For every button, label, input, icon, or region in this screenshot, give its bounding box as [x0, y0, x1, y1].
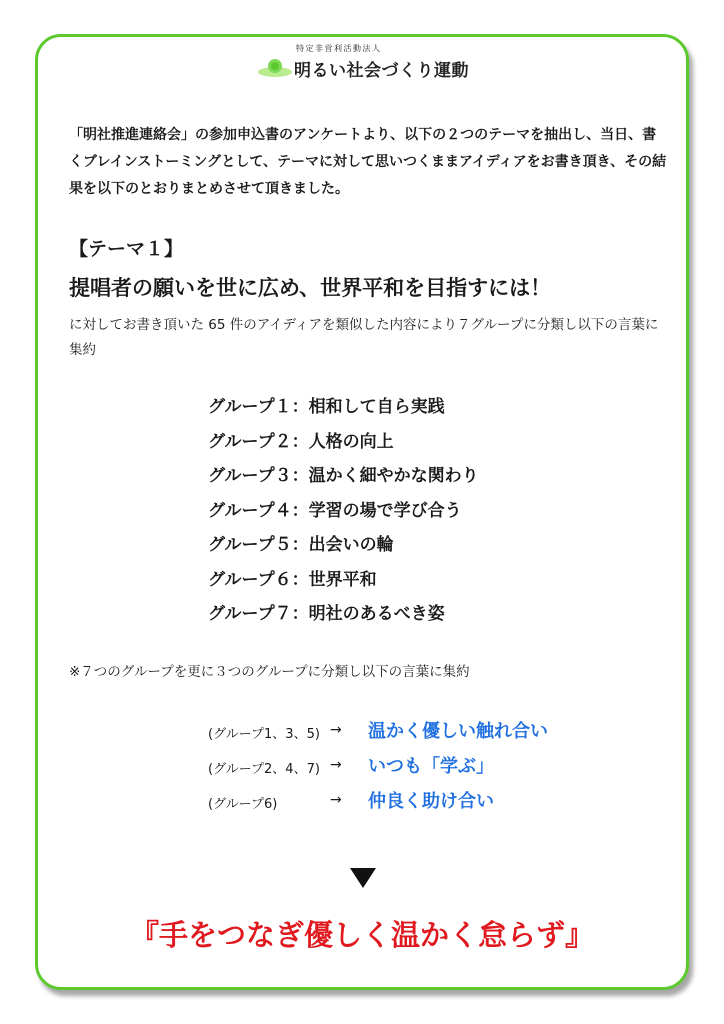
- summary-phrase: 仲良く助け合い: [368, 791, 494, 812]
- sun-logo-icon: [258, 57, 292, 79]
- summary-row: [208, 750, 608, 785]
- theme-title: 提唱者の願いを世に広め、世界平和を目指すには！: [69, 276, 552, 300]
- slogan: 『手をつなぎ優しく温かく怠らず』: [129, 918, 594, 952]
- summary-groups: (グループ6): [208, 797, 278, 812]
- theme-description: に対してお書き頂いた 65 件のアイディアを類似した内容により７グループに分類し以下の言葉に集約: [69, 317, 659, 358]
- summary-groups: (グループ2、4、7): [208, 762, 320, 777]
- group-item: グループ２：人格の向上: [208, 431, 394, 452]
- summary-phrase: 温かく優しい触れ合い: [368, 721, 548, 742]
- org-logo: [258, 40, 498, 90]
- summary-list: [208, 715, 608, 820]
- group-item: グループ６：世界平和: [208, 569, 377, 590]
- down-triangle-icon: [350, 868, 376, 888]
- org-name: 明るい社会づくり運動: [294, 61, 469, 81]
- summary-row: [208, 715, 608, 750]
- group-item: グループ３：温かく細やかな関わり: [208, 466, 479, 486]
- group-item: グループ１：相和して自ら実践: [208, 397, 445, 417]
- group-list: [208, 390, 479, 632]
- theme-label: 【テーマ１】: [69, 238, 184, 260]
- summary-groups: (グループ1、3、5): [208, 727, 320, 742]
- right-arrow-icon: →: [330, 722, 342, 738]
- group-item: グループ７：明社のあるべき姿: [208, 604, 445, 624]
- note: ※７つのグループを更に３つのグループに分類し以下の言葉に集約: [69, 664, 470, 680]
- org-type: 特定非営利活動法人: [296, 44, 382, 53]
- right-arrow-icon: →: [330, 757, 342, 773]
- right-arrow-icon: →: [330, 792, 342, 808]
- group-item: グループ４：学習の場で学び合う: [208, 500, 462, 521]
- summary-row: [208, 785, 608, 820]
- group-item: グループ５：出会いの輪: [208, 535, 394, 555]
- summary-phrase: いつも「学ぶ」: [368, 756, 494, 777]
- intro-paragraph: 「明社推進連絡会」の参加申込書のアンケートより、以下の２つのテーマを抽出し、当日、書くブレインストーミングとして、テーマに対して思いつくままアイディアをお書き頂き、その結果を以下のとおりまとめさせて頂きました。: [69, 127, 667, 197]
